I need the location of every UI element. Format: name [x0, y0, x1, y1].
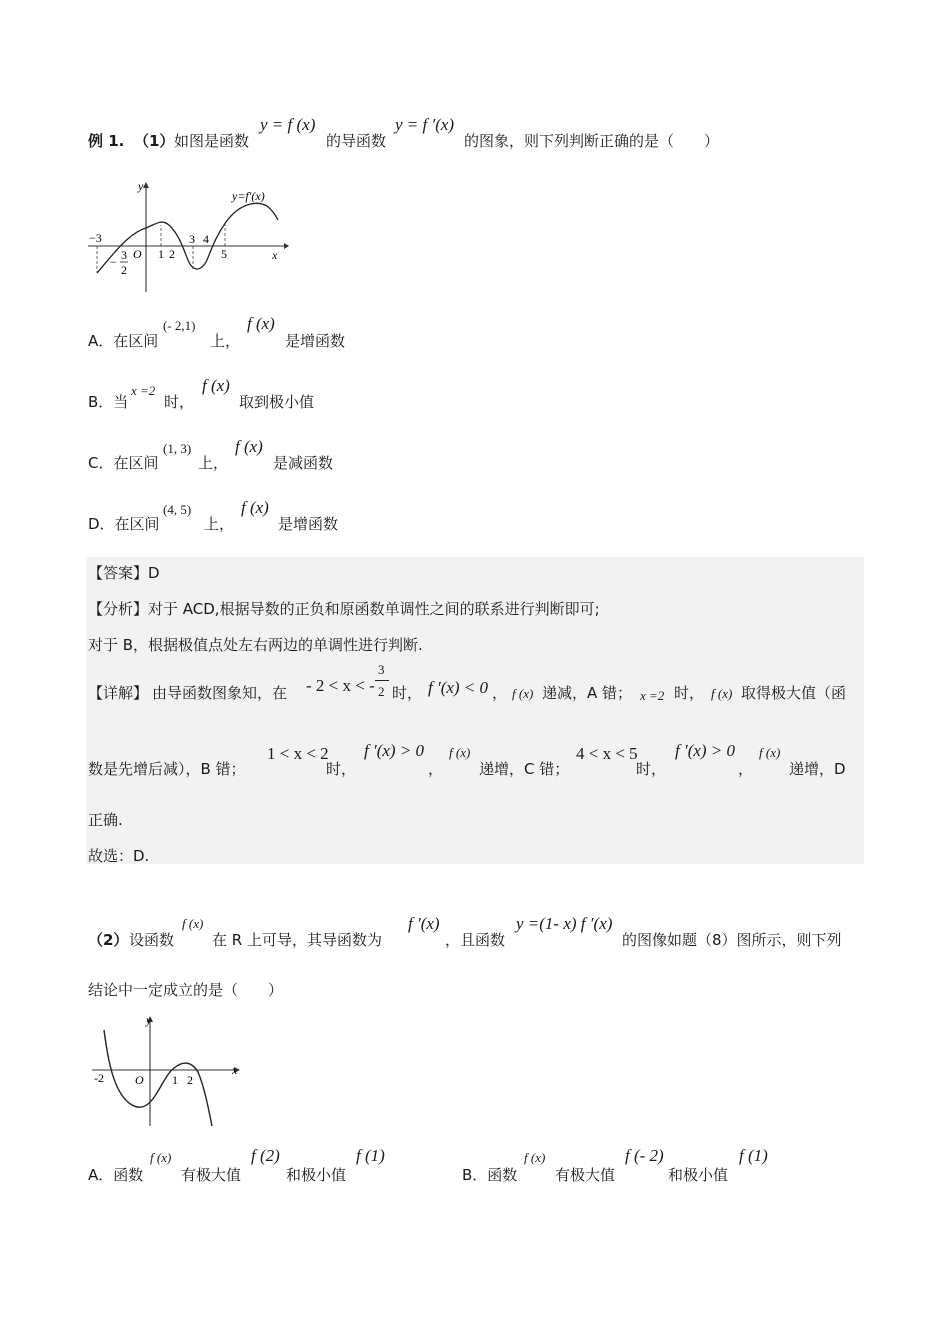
function-fx: f (x) — [711, 686, 733, 701]
option-b-mid: 时， — [164, 393, 195, 411]
q2-option-b-mid2: 和极小值 — [668, 1166, 729, 1184]
detail-text: 时， — [674, 684, 705, 702]
option-a-interval: (- 2,1) — [163, 318, 196, 333]
option-d-func: f (x) — [241, 498, 269, 517]
tick-label: − — [110, 255, 117, 269]
detail-text: 由导函数图象知，在 — [152, 684, 288, 702]
curve-label: y=f′(x) — [232, 189, 265, 203]
option-d-mid: 上， — [204, 515, 235, 533]
answer-value: D — [148, 564, 160, 582]
option-b-prefix: B．当 — [88, 393, 129, 411]
detail-text: 时， — [392, 684, 423, 702]
origin-label: O — [133, 247, 142, 261]
tick-label: 3 — [121, 248, 127, 262]
function-fx: f (x) — [512, 686, 534, 701]
derivative-negative: f ′(x) < 0 — [428, 678, 489, 697]
option-c-func: f (x) — [235, 437, 263, 456]
tick-label: 2 — [187, 1073, 193, 1087]
option-a-func: f (x) — [247, 314, 275, 333]
answer-tag: 【答案】 — [88, 564, 149, 582]
option-a-mid: 上， — [210, 332, 241, 350]
q2-option-a-value2: f (1) — [356, 1146, 385, 1165]
option-c-interval: (1, 3) — [163, 441, 192, 456]
option-c-prefix: C．在区间 — [88, 454, 159, 472]
option-b-func: f (x) — [202, 376, 230, 395]
detail-text: ， — [492, 684, 508, 702]
tick-label: 1 — [158, 247, 164, 261]
option-c-mid: 上， — [198, 454, 229, 472]
tick-label: 2 — [169, 247, 175, 261]
question-part: （2） — [88, 931, 129, 949]
tick-label: 4 — [203, 232, 209, 246]
detail-tag: 【详解】 — [88, 684, 149, 702]
q2-option-a-mid: 有极大值 — [181, 1166, 242, 1184]
q2-option-a-value1: f (2) — [251, 1146, 280, 1165]
question-stem: 的图象，则下列判断正确的是（ ） — [464, 132, 720, 150]
detail-text: 时， — [636, 760, 667, 778]
inequality-1-num: 3 — [378, 662, 385, 677]
detail-text: 时， — [326, 760, 357, 778]
q2-option-b-value1: f (- 2) — [625, 1146, 664, 1165]
function-expr: y = f (x) — [260, 115, 316, 134]
q2-option-b-value2: f (1) — [739, 1146, 768, 1165]
detail-text: 正确. — [88, 811, 123, 829]
detail-text: 取得极大值（函 — [741, 684, 847, 702]
detail-text: 递增，C 错； — [479, 760, 570, 778]
answer-line — [88, 562, 160, 583]
option-b-cond: x =2 — [131, 383, 156, 398]
function-fx: f (x) — [449, 745, 471, 760]
inequality-1-den: 2 — [378, 684, 385, 699]
question-label: 例 1. — [88, 132, 125, 150]
option-a-tail: 是增函数 — [285, 332, 346, 350]
option-d-prefix: D．在区间 — [88, 515, 160, 533]
tick-label: 5 — [221, 247, 227, 261]
option-a-prefix: A．在区间 — [88, 332, 159, 350]
option-d-tail: 是增函数 — [278, 515, 339, 533]
inequality-2: 1 < x < 2 — [267, 744, 329, 763]
x-axis-label: x — [272, 248, 278, 262]
detail-text: 递增，D — [789, 760, 846, 778]
question-stem: 的导函数 — [326, 132, 387, 150]
product-graph-2 — [88, 1012, 244, 1130]
q2-option-b-prefix: B．函数 — [462, 1166, 518, 1184]
function-fx: f (x) — [759, 745, 781, 760]
q2-option-b-mid: 有极大值 — [555, 1166, 616, 1184]
derivative-positive: f ′(x) > 0 — [675, 741, 736, 760]
derivative-positive: f ′(x) > 0 — [364, 741, 425, 760]
origin-label: O — [135, 1073, 144, 1087]
analysis-line-2: 对于 B，根据极值点处左右两边的单调性进行判断. — [88, 636, 423, 654]
analysis-tag: 【分析】 — [88, 600, 149, 618]
q2-option-a-mid2: 和极小值 — [286, 1166, 347, 1184]
product-function: y =(1- x) f ′(x) — [516, 914, 613, 933]
detail-text: ， — [738, 760, 754, 778]
question-stem: 设函数 — [129, 931, 175, 949]
inequality-1: - 2 < x < - — [306, 676, 375, 695]
q2-option-a-func: f (x) — [150, 1150, 172, 1165]
tick-label: -2 — [94, 1071, 104, 1085]
product-curve — [104, 1030, 212, 1126]
derivative-expr: f ′(x) — [408, 914, 440, 933]
question-stem: 结论中一定成立的是（ ） — [88, 981, 284, 999]
function-fx: f (x) — [182, 916, 204, 931]
detail-text: 数是先增后减），B 错； — [88, 760, 246, 778]
y-axis-label: y — [138, 179, 144, 193]
condition-x2: x =2 — [640, 688, 665, 703]
derivative-graph-1 — [84, 178, 290, 298]
option-c-tail: 是减函数 — [273, 454, 334, 472]
option-d-interval: (4, 5) — [163, 502, 192, 517]
derivative-expr: y = f ′(x) — [395, 115, 455, 134]
tick-label: 3 — [189, 232, 195, 246]
tick-label: 1 — [172, 1073, 178, 1087]
question-stem: ，且函数 — [445, 931, 506, 949]
inequality-3: 4 < x < 5 — [576, 744, 638, 763]
tick-label: 2 — [121, 263, 127, 277]
question-stem: 在 R 上可导，其导函数为 — [212, 931, 382, 949]
option-b-tail: 取到极小值 — [239, 393, 315, 411]
q2-option-b-func: f (x) — [524, 1150, 546, 1165]
question-stem: 如图是函数 — [174, 132, 250, 150]
detail-text: 递减，A 错； — [542, 684, 633, 702]
x-axis-label: x — [232, 1063, 238, 1077]
analysis-line-1: 【分析】对于 ACD,根据导数的正负和原函数单调性之间的联系进行判断即可; — [88, 600, 600, 618]
y-axis-label: y — [146, 1013, 152, 1027]
final-choice: 故选：D. — [88, 847, 150, 865]
detail-text: ， — [428, 760, 444, 778]
question-stem: 的图像如题（8）图所示，则下列 — [622, 931, 842, 949]
q2-option-a-prefix: A．函数 — [88, 1166, 144, 1184]
question-part: （1） — [134, 132, 175, 150]
tick-label: −3 — [89, 231, 102, 245]
